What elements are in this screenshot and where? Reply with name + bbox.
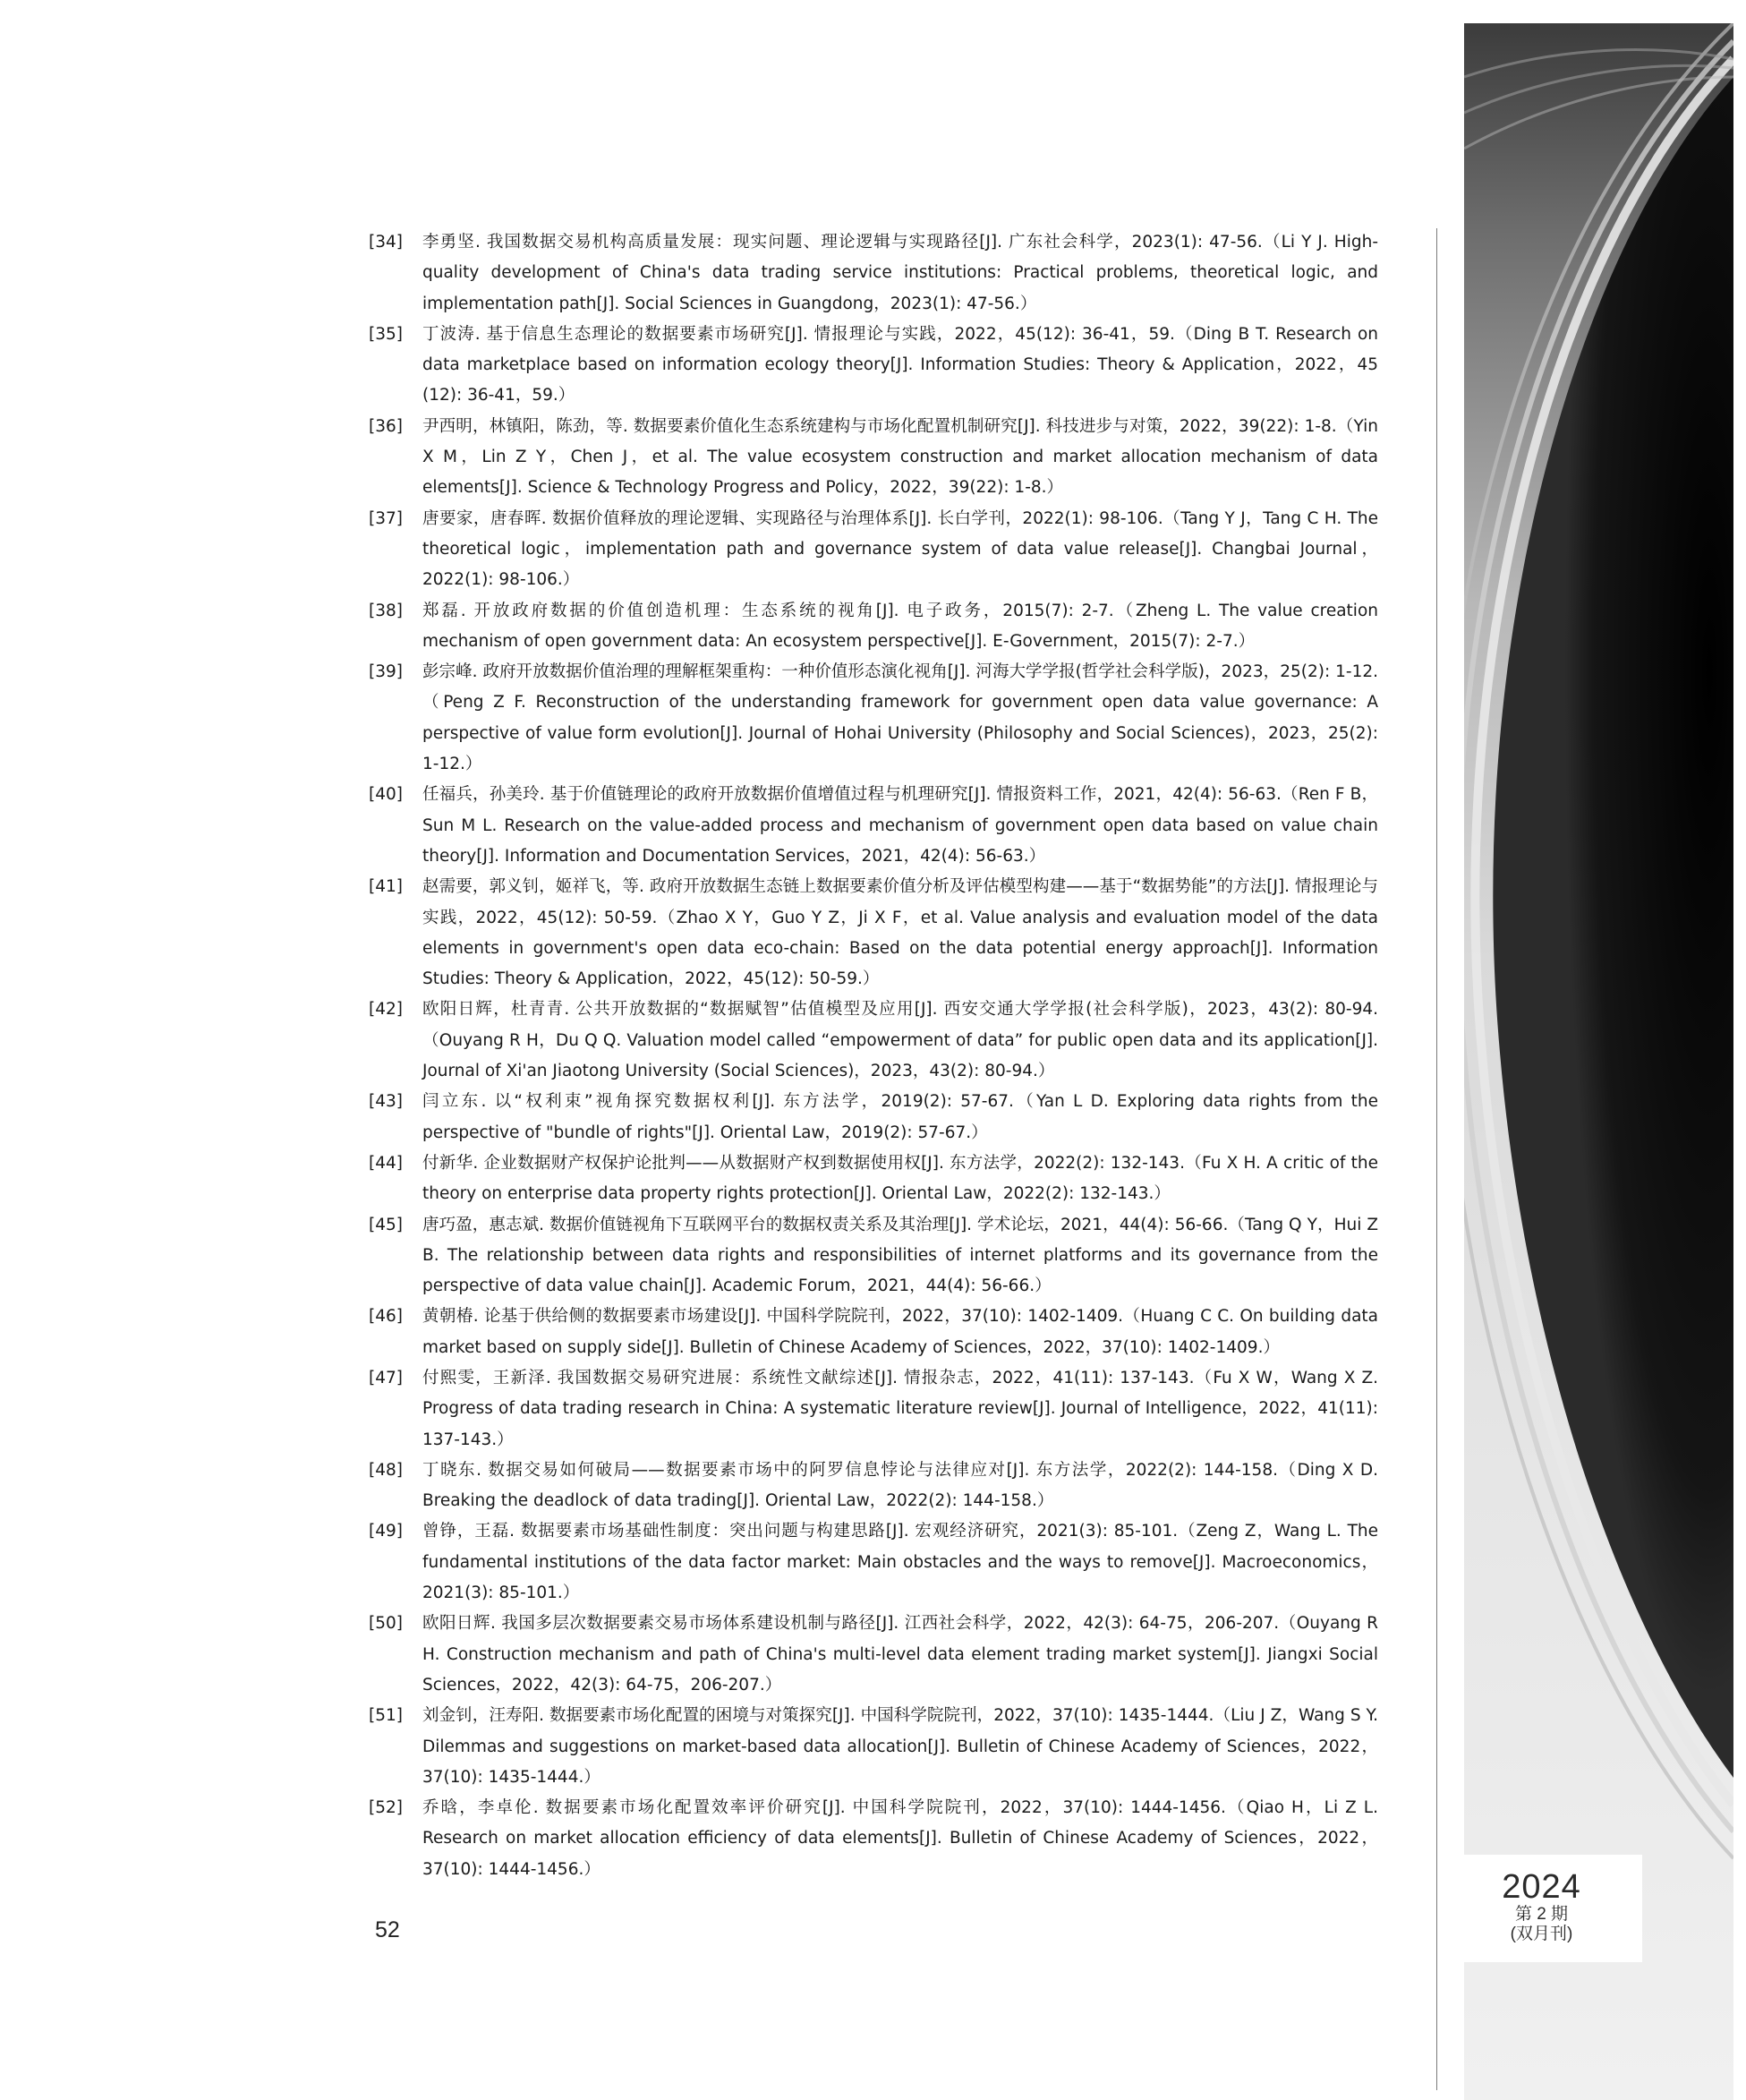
vertical-rule — [1436, 228, 1437, 2090]
issue-info — [1441, 1855, 1642, 1962]
reference-text: 闫立东. 以“权利束”视角探究数据权利[J]. 东方法学，2019(2): 57-67.（Yan L D. Exploring data rights from the perspective of "bundle of rights"[J]. Oriental Law，2019(2): 57-67.） — [422, 1092, 1378, 1142]
reference-item — [369, 412, 1378, 504]
reference-text: 尹西明，林镇阳，陈劲，等. 数据要素价值化生态系统建构与市场化配置机制研究[J]. 科技进步与对策，2022，39(22): 1-8.（Yin X M，Lin Z Y，Chen J，et al. The value ecosystem construction and market allocation mechanism of data elements[J]. Science & Technology Progress and Policy，2022，39(22): 1-8.） — [422, 416, 1378, 498]
page-number: 52 — [375, 1917, 400, 1942]
decorative-band — [1464, 23, 1733, 2100]
issue-number: 第 2 期 — [1514, 1905, 1569, 1924]
reference-number: [43] — [369, 1092, 403, 1112]
reference-text: 曾铮，王磊. 数据要素市场基础性制度：突出问题与构建思路[J]. 宏观经济研究，2021(3): 85-101.（Zeng Z，Wang L. The fundamental institutions of the data factor market: Main obstacles and the ways to remove[J]. Macroeconomics，2021(3): 85-101.） — [422, 1522, 1378, 1603]
reference-number: [40] — [369, 785, 403, 805]
reference-text: 付新华. 企业数据财产权保护论批判——从数据财产权到数据使用权[J]. 东方法学，2022(2): 132-143.（Fu X H. A critic of the theory on enterprise data property rights protection[J]. Oriental Law，2022(2): 132-143.） — [422, 1153, 1378, 1204]
reference-item — [369, 504, 1378, 596]
reference-text: 刘金钊，汪寿阳. 数据要素市场化配置的困境与对策探究[J]. 中国科学院院刊，2022，37(10): 1435-1444.（Liu J Z，Wang S Y. Dilemmas and suggestions on market-based data allocation[J]. Bulletin of Chinese Academy of Sciences，2022，37(10): 1435-1444.） — [422, 1706, 1378, 1787]
reference-item — [369, 1363, 1378, 1455]
reference-number: [41] — [369, 877, 403, 897]
reference-list — [369, 227, 1378, 1885]
reference-text: 唐巧盈，惠志斌. 数据价值链视角下互联网平台的数据权责关系及其治理[J]. 学术论坛，2021，44(4): 56-66.（Tang Q Y，Hui Z B. The relationship between data rights and responsibilities of internet platforms and its governance from the perspective of data value chain[J]. Academic Forum，2021，44(4): 56-66.） — [422, 1215, 1378, 1296]
reference-number: [37] — [369, 508, 403, 528]
reference-item — [369, 1148, 1378, 1210]
reference-text: 赵需要，郭义钊，姬祥飞，等. 政府开放数据生态链上数据要素价值分析及评估模型构建——基于“数据势能”的方法[J]. 情报理论与实践，2022，45(12): 50-59.（Zhao X Y，Guo Y Z，Ji X F，et al. Value analysis and evaluation model of the data elements in government's open data eco-chain: Based on the data potential energy approach[J]. Information Studies: Theory & Application，2022，45(12): 50-59.） — [422, 877, 1378, 989]
reference-number: [39] — [369, 662, 403, 682]
reference-number: [50] — [369, 1614, 403, 1634]
reference-text: 付熙雯，王新泽. 我国数据交易研究进展：系统性文献综述[J]. 情报杂志，2022，41(11): 137-143.（Fu X W，Wang X Z. Progress of data trading research in China: A systematic literature review[J]. Journal of Intelligence，2022，41(11): 137-143.） — [422, 1368, 1378, 1449]
reference-number: [46] — [369, 1307, 403, 1327]
reference-item — [369, 1455, 1378, 1517]
decorative-curve-graphic — [1464, 23, 1733, 2100]
reference-text: 丁晓东. 数据交易如何破局——数据要素市场中的阿罗信息悖论与法律应对[J]. 东方法学，2022(2): 144-158.（Ding X D. Breaking the deadlock of data trading[J]. Oriental Law，2022(2): 144-158.） — [422, 1460, 1378, 1511]
reference-number: [45] — [369, 1215, 403, 1234]
issue-year: 2024 — [1502, 1868, 1581, 1906]
reference-text: 欧阳日辉. 我国多层次数据要素交易市场体系建设机制与路径[J]. 江西社会科学，2022，42(3): 64-75，206-207.（Ouyang R H. Construction mechanism and path of China's multi-level data element trading market system[J]. Jiangxi Social Sciences，2022，42(3): 64-75，206-207.） — [422, 1614, 1378, 1695]
reference-number: [36] — [369, 416, 403, 436]
reference-item — [369, 1701, 1378, 1793]
reference-number: [34] — [369, 233, 403, 252]
reference-item — [369, 1793, 1378, 1885]
reference-text: 彭宗峰. 政府开放数据价值治理的理解框架重构：一种价值形态演化视角[J]. 河海大学学报(哲学社会科学版)，2023，25(2): 1-12.（Peng Z F. Reconstruction of the understanding framework for government open data value governance: A perspective of value form evolution[J]. Journal of Hohai University (Philosophy and Social Sciences)，2023，25(2): 1-12.） — [422, 662, 1378, 774]
reference-item — [369, 320, 1378, 412]
issue-frequency: (双月刊) — [1510, 1925, 1573, 1943]
reference-item — [369, 596, 1378, 658]
reference-number: [35] — [369, 324, 403, 344]
reference-item — [369, 995, 1378, 1087]
reference-item — [369, 1302, 1378, 1363]
reference-text: 郑磊. 开放政府数据的价值创造机理：生态系统的视角[J]. 电子政务，2015(7): 2-7.（Zheng L. The value creation mechanism of open government data: An ecosystem perspective[J]. E-Government，2015(7): 2-7.） — [422, 601, 1378, 651]
reference-item — [369, 872, 1378, 995]
reference-number: [38] — [369, 601, 403, 620]
reference-number: [47] — [369, 1368, 403, 1387]
reference-item — [369, 657, 1378, 780]
reference-item — [369, 1087, 1378, 1148]
reference-item — [369, 1609, 1378, 1701]
reference-text: 黄朝椿. 论基于供给侧的数据要素市场建设[J]. 中国科学院院刊，2022，37(10): 1402-1409.（Huang C C. On building data market based on supply side[J]. Bulletin of Chinese Academy of Sciences，2022，37(10): 1402-1409.） — [422, 1307, 1378, 1357]
reference-number: [42] — [369, 1000, 403, 1020]
reference-text: 唐要家，唐春晖. 数据价值释放的理论逻辑、实现路径与治理体系[J]. 长白学刊，2022(1): 98-106.（Tang Y J，Tang C H. The theoretical logic，implementation path and governance system of data value release[J]. Changbai Journal，2022(1): 98-106.） — [422, 508, 1378, 590]
reference-item — [369, 227, 1378, 320]
reference-number: [52] — [369, 1798, 403, 1818]
reference-number: [51] — [369, 1706, 403, 1726]
reference-number: [44] — [369, 1153, 403, 1173]
reference-text: 丁波涛. 基于信息生态理论的数据要素市场研究[J]. 情报理论与实践，2022，45(12): 36-41，59.（Ding B T. Research on data marketplace based on information ecology theory[J]. Information Studies: Theory & Application，2022，45 (12): 36-41，59.） — [422, 324, 1378, 405]
reference-item — [369, 1516, 1378, 1609]
reference-text: 乔晗，李卓伦. 数据要素市场化配置效率评价研究[J]. 中国科学院院刊，2022，37(10): 1444-1456.（Qiao H，Li Z L. Research on market allocation efficiency of data elements[J]. Bulletin of Chinese Academy of Sciences，2022，37(10): 1444-1456.） — [422, 1798, 1378, 1879]
reference-text: 欧阳日辉，杜青青. 公共开放数据的“数据赋智”估值模型及应用[J]. 西安交通大学学报(社会科学版)，2023，43(2): 80-94.（Ouyang R H，Du Q Q. Valuation model called “empowerment of data” for public open data and its application[J]. Journal of Xi'an Jiaotong University (Social Sciences)，2023，43(2): 80-94.） — [422, 1000, 1378, 1081]
reference-text: 任福兵，孙美玲. 基于价值链理论的政府开放数据价值增值过程与机理研究[J]. 情报资料工作，2021，42(4): 56-63.（Ren F B，Sun M L. Research on the value-added process and mechanism of government open data based on value chain theory[J]. Information and Documentation Services，2021，42(4): 56-63.） — [422, 785, 1378, 866]
reference-item — [369, 1210, 1378, 1302]
reference-number: [48] — [369, 1460, 403, 1480]
reference-text: 李勇坚. 我国数据交易机构高质量发展：现实问题、理论逻辑与实现路径[J]. 广东社会科学，2023(1): 47-56.（Li Y J. High-quality development of China's data trading service institutions: Practical problems, theoretical logic, and implementation path[J]. Social Sciences in Guangdong，2023(1): 47-56.） — [422, 233, 1378, 313]
reference-item — [369, 780, 1378, 872]
reference-number: [49] — [369, 1522, 403, 1541]
